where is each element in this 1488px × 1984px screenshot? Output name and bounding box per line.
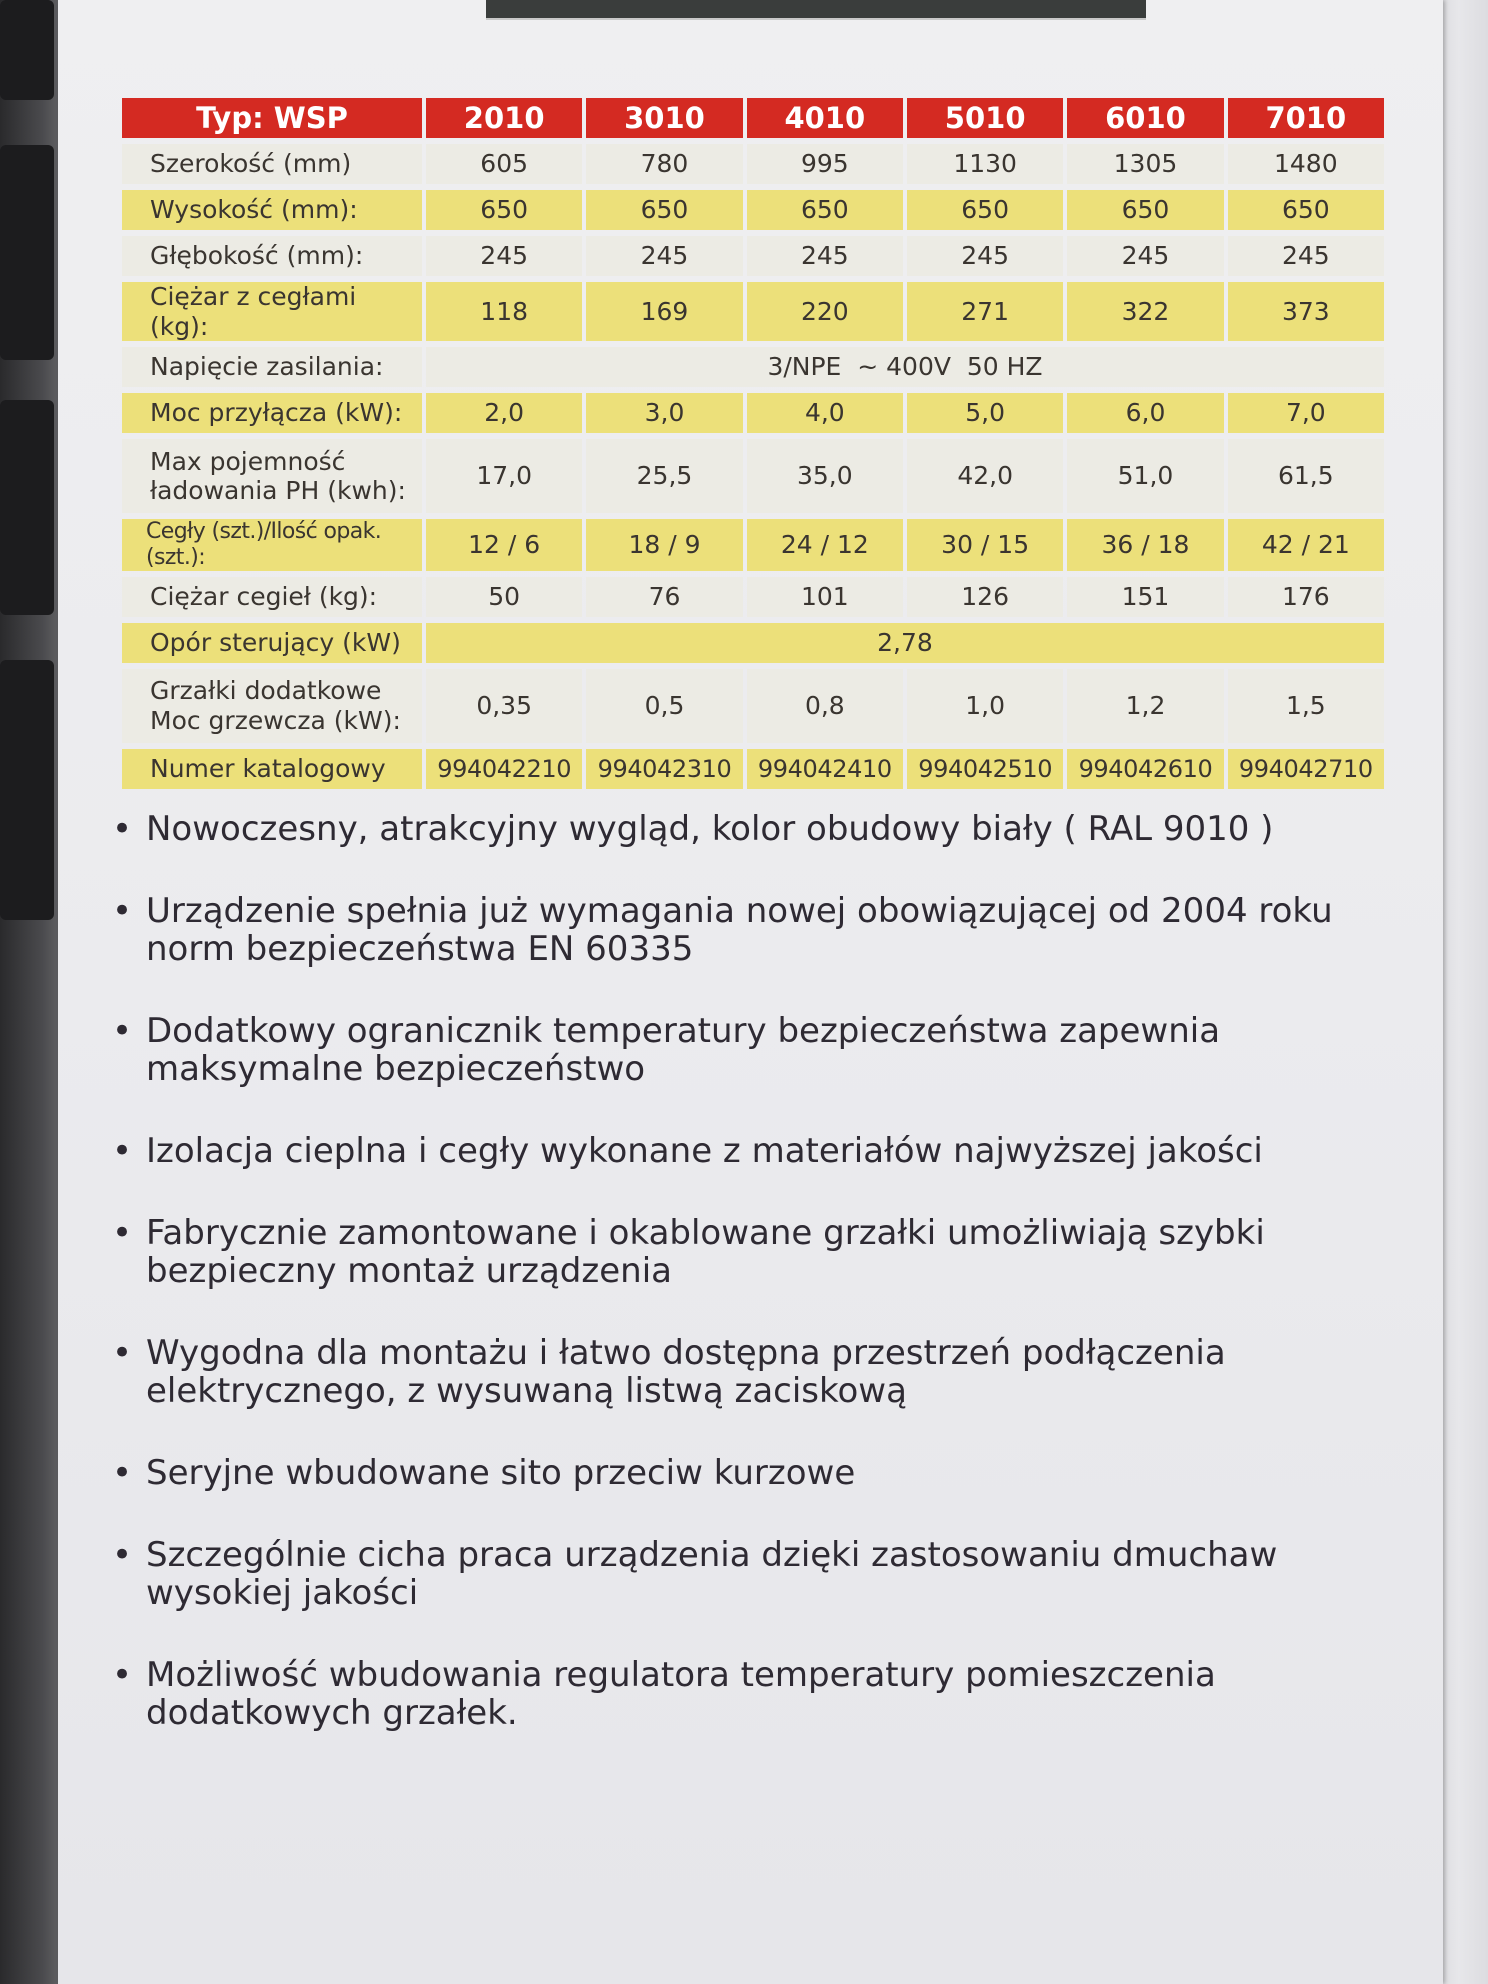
table-row-connection-power <box>122 393 1384 433</box>
table-cell: 6,0 <box>1067 393 1223 433</box>
row-label: Ciężar cegieł (kg): <box>122 577 422 617</box>
table-cell: 994042410 <box>747 749 903 789</box>
table-cell: 0,8 <box>747 669 903 743</box>
table-cell: 1,5 <box>1228 669 1384 743</box>
table-cell: 650 <box>1228 190 1384 230</box>
row-label: Głębokość (mm): <box>122 236 422 276</box>
bullet-icon: • <box>112 891 133 931</box>
table-row-weight-with-bricks <box>122 282 1384 341</box>
table-cell: 176 <box>1228 577 1384 617</box>
table-cell: 650 <box>747 190 903 230</box>
table-cell: 994042210 <box>426 749 582 789</box>
table-cell: 101 <box>747 577 903 617</box>
table-cell: 1,2 <box>1067 669 1223 743</box>
list-item <box>112 1656 1342 1732</box>
feature-list <box>112 810 1342 1776</box>
header-model: 3010 <box>586 98 742 138</box>
header-model: 5010 <box>907 98 1063 138</box>
table-cell: 24 / 12 <box>747 519 903 571</box>
bullet-icon: • <box>112 809 133 849</box>
table-cell: 994042710 <box>1228 749 1384 789</box>
row-label-line: Grzałki dodatkowe <box>150 676 382 706</box>
table-cell: 245 <box>747 236 903 276</box>
bullet-icon: • <box>112 1535 133 1575</box>
list-item <box>112 1132 1342 1170</box>
list-item <box>112 1214 1342 1290</box>
header-model: 6010 <box>1067 98 1223 138</box>
table-cell: 151 <box>1067 577 1223 617</box>
header-model: 2010 <box>426 98 582 138</box>
table-row-bricks-weight <box>122 577 1384 617</box>
list-item <box>112 1536 1342 1612</box>
table-row-max-capacity <box>122 439 1384 513</box>
table-cell: 1305 <box>1067 144 1223 184</box>
bullet-icon: • <box>112 1333 133 1373</box>
feature-text: Dodatkowy ogranicznik temperatury bezpieczeństwa zapewnia maksymalne bezpieczeństwo <box>146 1011 1221 1089</box>
list-item <box>112 1454 1342 1492</box>
row-label-line: Max pojemność <box>150 446 346 476</box>
row-label <box>122 669 422 743</box>
bullet-icon: • <box>112 1011 133 1051</box>
table-cell: 650 <box>1067 190 1223 230</box>
table-cell: 30 / 15 <box>907 519 1063 571</box>
row-label: Moc przyłącza (kW): <box>122 393 422 433</box>
table-cell: 3,0 <box>586 393 742 433</box>
table-cell: 322 <box>1067 282 1223 341</box>
feature-text: Możliwość wbudowania regulatora temperatury pomieszczenia dodatkowych grzałek. <box>146 1655 1216 1733</box>
table-cell: 220 <box>747 282 903 341</box>
table-cell: 780 <box>586 144 742 184</box>
table-cell: 245 <box>426 236 582 276</box>
table-cell: 245 <box>1067 236 1223 276</box>
table-cell: 1480 <box>1228 144 1384 184</box>
row-label: Cegły (szt.)/Ilość opak. (szt.): <box>122 519 422 571</box>
list-item <box>112 1334 1342 1410</box>
feature-text: Szczególnie cicha praca urządzenia dzięki zastosowaniu dmuchaw wysokiej jakości <box>146 1535 1278 1613</box>
feature-text: Nowoczesny, atrakcyjny wygląd, kolor obudowy biały ( RAL 9010 ) <box>146 809 1274 849</box>
table-cell: 650 <box>426 190 582 230</box>
table-cell: 118 <box>426 282 582 341</box>
header-model: 7010 <box>1228 98 1384 138</box>
table-cell-merged: 3/NPE ~ 400V 50 HZ <box>426 347 1384 387</box>
table-cell: 271 <box>907 282 1063 341</box>
bullet-icon: • <box>112 1131 133 1171</box>
table-row-bricks-packages <box>122 519 1384 571</box>
table-cell: 17,0 <box>426 439 582 513</box>
table-cell: 0,35 <box>426 669 582 743</box>
table-cell: 994042310 <box>586 749 742 789</box>
table-cell: 2,0 <box>426 393 582 433</box>
table-row-supply-voltage <box>122 347 1384 387</box>
keyboard-key <box>0 145 54 360</box>
table-row-additional-heaters <box>122 669 1384 743</box>
feature-text: Seryjne wbudowane sito przeciw kurzowe <box>146 1453 856 1493</box>
row-label: Numer katalogowy <box>122 749 422 789</box>
table-cell: 994042510 <box>907 749 1063 789</box>
bullet-icon: • <box>112 1655 133 1695</box>
list-item <box>112 1012 1342 1088</box>
table-cell: 12 / 6 <box>426 519 582 571</box>
keyboard-key <box>0 660 54 920</box>
table-cell: 4,0 <box>747 393 903 433</box>
table-cell-merged: 2,78 <box>426 623 1384 663</box>
list-item <box>112 892 1342 968</box>
row-label: Szerokość (mm) <box>122 144 422 184</box>
list-item <box>112 810 1342 848</box>
header-model: 4010 <box>747 98 903 138</box>
table-cell: 245 <box>907 236 1063 276</box>
table-cell: 36 / 18 <box>1067 519 1223 571</box>
table-cell: 1,0 <box>907 669 1063 743</box>
feature-text: Izolacja cieplna i cegły wykonane z materiałów najwyższej jakości <box>146 1131 1263 1171</box>
table-cell: 7,0 <box>1228 393 1384 433</box>
table-cell: 51,0 <box>1067 439 1223 513</box>
table-cell: 42 / 21 <box>1228 519 1384 571</box>
table-row-depth <box>122 236 1384 276</box>
table-cell: 126 <box>907 577 1063 617</box>
table-cell: 994042610 <box>1067 749 1223 789</box>
table-row-control-resistance <box>122 623 1384 663</box>
table-cell: 169 <box>586 282 742 341</box>
bullet-icon: • <box>112 1453 133 1493</box>
feature-text: Urządzenie spełnia już wymagania nowej obowiązującej od 2004 roku norm bezpieczeństwa EN 60335 <box>146 891 1333 969</box>
row-label <box>122 439 422 513</box>
table-cell: 61,5 <box>1228 439 1384 513</box>
table-cell: 1130 <box>907 144 1063 184</box>
table-cell: 35,0 <box>747 439 903 513</box>
row-label: Ciężar z cegłami (kg): <box>122 282 422 341</box>
table-cell: 25,5 <box>586 439 742 513</box>
keyboard-key <box>0 400 54 615</box>
bullet-icon: • <box>112 1213 133 1253</box>
table-cell: 76 <box>586 577 742 617</box>
keyboard-key <box>0 0 54 100</box>
table-cell: 50 <box>426 577 582 617</box>
table-cell: 605 <box>426 144 582 184</box>
spec-table <box>118 92 1388 795</box>
row-label: Wysokość (mm): <box>122 190 422 230</box>
table-cell: 42,0 <box>907 439 1063 513</box>
table-cell: 995 <box>747 144 903 184</box>
table-cell: 5,0 <box>907 393 1063 433</box>
feature-text: Fabrycznie zamontowane i okablowane grzałki umożliwiają szybki bezpieczny montaż urządzenia <box>146 1213 1265 1291</box>
table-row-height <box>122 190 1384 230</box>
header-type: Typ: WSP <box>122 98 422 138</box>
table-header-row <box>122 98 1384 138</box>
row-label-line: ładowania PH (kwh): <box>150 476 406 505</box>
table-cell: 0,5 <box>586 669 742 743</box>
table-row-width <box>122 144 1384 184</box>
row-label-line: Moc grzewcza (kW): <box>150 705 401 735</box>
table-cell: 245 <box>586 236 742 276</box>
table-cell: 245 <box>1228 236 1384 276</box>
row-label: Napięcie zasilania: <box>122 347 422 387</box>
table-cell: 18 / 9 <box>586 519 742 571</box>
table-cell: 373 <box>1228 282 1384 341</box>
row-label: Opór sterujący (kW) <box>122 623 422 663</box>
table-cell: 650 <box>586 190 742 230</box>
feature-text: Wygodna dla montażu i łatwo dostępna przestrzeń podłączenia elektrycznego, z wysuwaną listwą zaciskową <box>146 1333 1226 1411</box>
table-cell: 650 <box>907 190 1063 230</box>
top-image-strip <box>486 0 1146 20</box>
table-row-catalog-number <box>122 749 1384 789</box>
